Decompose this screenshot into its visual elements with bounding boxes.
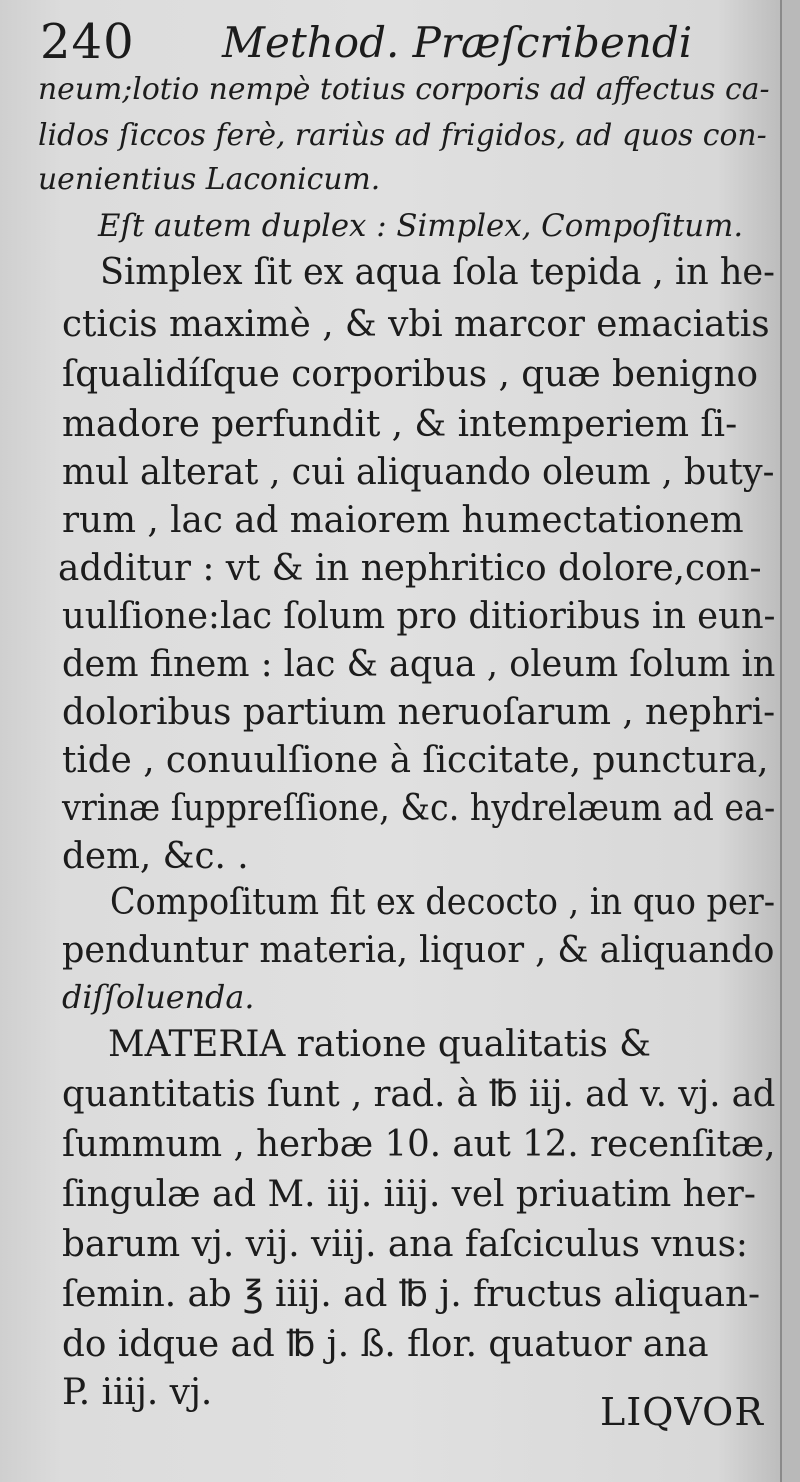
text-line: ſemin. ab ℥ iiij. ad ℔ j. fructus aliquan- — [62, 1274, 761, 1315]
text-line: ſqualidíſque corporibus , quæ benigno — [62, 354, 758, 395]
text-line: Eſt autem duplex : Simplex, Compoſitum. — [98, 208, 744, 244]
text-line: tide , conuulſione à ſiccitate, punctura, — [62, 740, 769, 781]
text-line: ſummum , herbæ 10. aut 12. recenſitæ, — [62, 1124, 776, 1165]
text-line: penduntur materia, liquor , & aliquando — [62, 930, 775, 971]
text-line: doloribus partium neruoſarum , nephri- — [62, 692, 776, 733]
text-line: rum , lac ad maiorem humectationem — [62, 500, 744, 541]
catchword: LIQVOR — [600, 1390, 764, 1434]
text-line: MATERIA ratione qualitatis & — [108, 1024, 651, 1065]
page-number: 240 — [40, 14, 135, 70]
text-line: neum;lotio nempè totius corporis ad affectus ca- — [38, 72, 770, 107]
text-line: barum vj. vij. viij. ana faſciculus vnus: — [62, 1224, 748, 1265]
text-line: P. iiij. vj. — [62, 1372, 213, 1413]
text-line: uenientius Laconicum. — [38, 162, 381, 197]
text-line: vrinæ ſuppreſſione, &c. hydrelæum ad ea- — [62, 788, 776, 829]
text-line: dem finem : lac & aqua , oleum ſolum in — [62, 644, 776, 685]
text-line: do idque ad ℔ j. ß. flor. quatuor ana — [62, 1324, 709, 1365]
text-line: additur : vt & in nephritico dolore,con- — [58, 548, 762, 589]
text-line: quantitatis ſunt , rad. à ℔ iij. ad v. vj. ad — [62, 1074, 776, 1115]
text-line: Simplex ſit ex aqua ſola tepida , in he- — [100, 252, 775, 293]
text-line: diſſoluenda. — [62, 978, 255, 1016]
text-line: uulſione:lac ſolum pro ditioribus in eun- — [62, 596, 776, 637]
text-line: cticis maximè , & vbi marcor emaciatis — [62, 304, 770, 345]
text-line: ſingulæ ad M. iij. iiij. vel priuatim her- — [62, 1174, 756, 1215]
running-title: Method. Præſcribendi — [222, 18, 693, 67]
text-line: mul alterat , cui aliquando oleum , buty- — [62, 452, 775, 493]
text-line: Compoſitum fit ex decocto , in quo per- — [110, 882, 776, 923]
text-line: madore perfundit , & intemperiem ſi- — [62, 404, 738, 445]
text-line: dem, &c. . — [62, 836, 249, 877]
text-line: lidos ſiccos ferè, rariùs ad frigidos, ad quos con- — [38, 118, 767, 153]
